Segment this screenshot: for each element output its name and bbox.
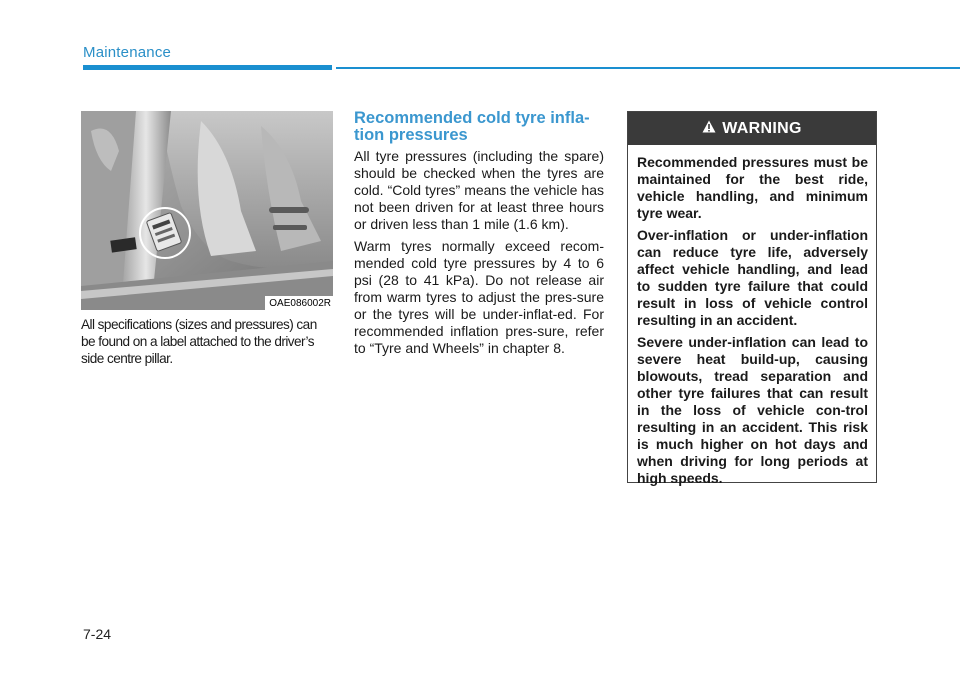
warning-box [627,111,877,486]
article-paragraph: All tyre pressures (including the spare) should be checked when the tyres are cold. “Cold tyres” means the vehicle has not been driven for at least three hours or driven less than 1 mile (1.6 km). [354,148,604,232]
warning-title: WARNING [722,119,802,137]
header-rule-thin [336,67,960,69]
article-heading: Recommended cold tyre infla-tion pressures [354,109,590,144]
warning-triangle-icon [702,120,716,138]
figure-code: OAE086002R [265,296,333,310]
warning-paragraph: Severe under-inflation can lead to severe heat build-up, causing blowouts, tread separation and other tyre failures that can result in the loss of vehicle con-trol resulting in an accident. This risk is much higher on hot days and when driving for long periods at high speeds. [637,334,868,486]
header-rule-thick [83,65,332,70]
page-number: 7-24 [83,626,112,642]
door-pillar-photo [81,111,333,310]
door-pillar-illustration [81,111,333,310]
article-paragraph: Warm tyres normally exceed recom-mended cold tyre pressures by 4 to 6 psi (28 to 41 kPa). Do not release air from warm tyres to adjust the pres-sure or the tyres will be under-inflat-ed. For recommended inflation pres-sure, refer to “Tyre and Wheels” in chapter 8. [354,238,604,356]
section-title: Maintenance [83,44,172,61]
warning-header [628,112,876,145]
article-body [354,148,604,362]
warning-paragraph: Recommended pressures must be maintained for the best ride, vehicle handling, and minimum tyre wear. [637,154,868,221]
warning-body [628,145,876,487]
figure-caption: All specifications (sizes and pressures) can be found on a label attached to the driver’s side centre pillar. [81,317,317,366]
warning-paragraph: Over-inflation or under-inflation can reduce tyre life, adversely affect vehicle handling, and lead to sudden tyre failure that could result in loss of vehicle control resulting in an accident. [637,227,868,328]
